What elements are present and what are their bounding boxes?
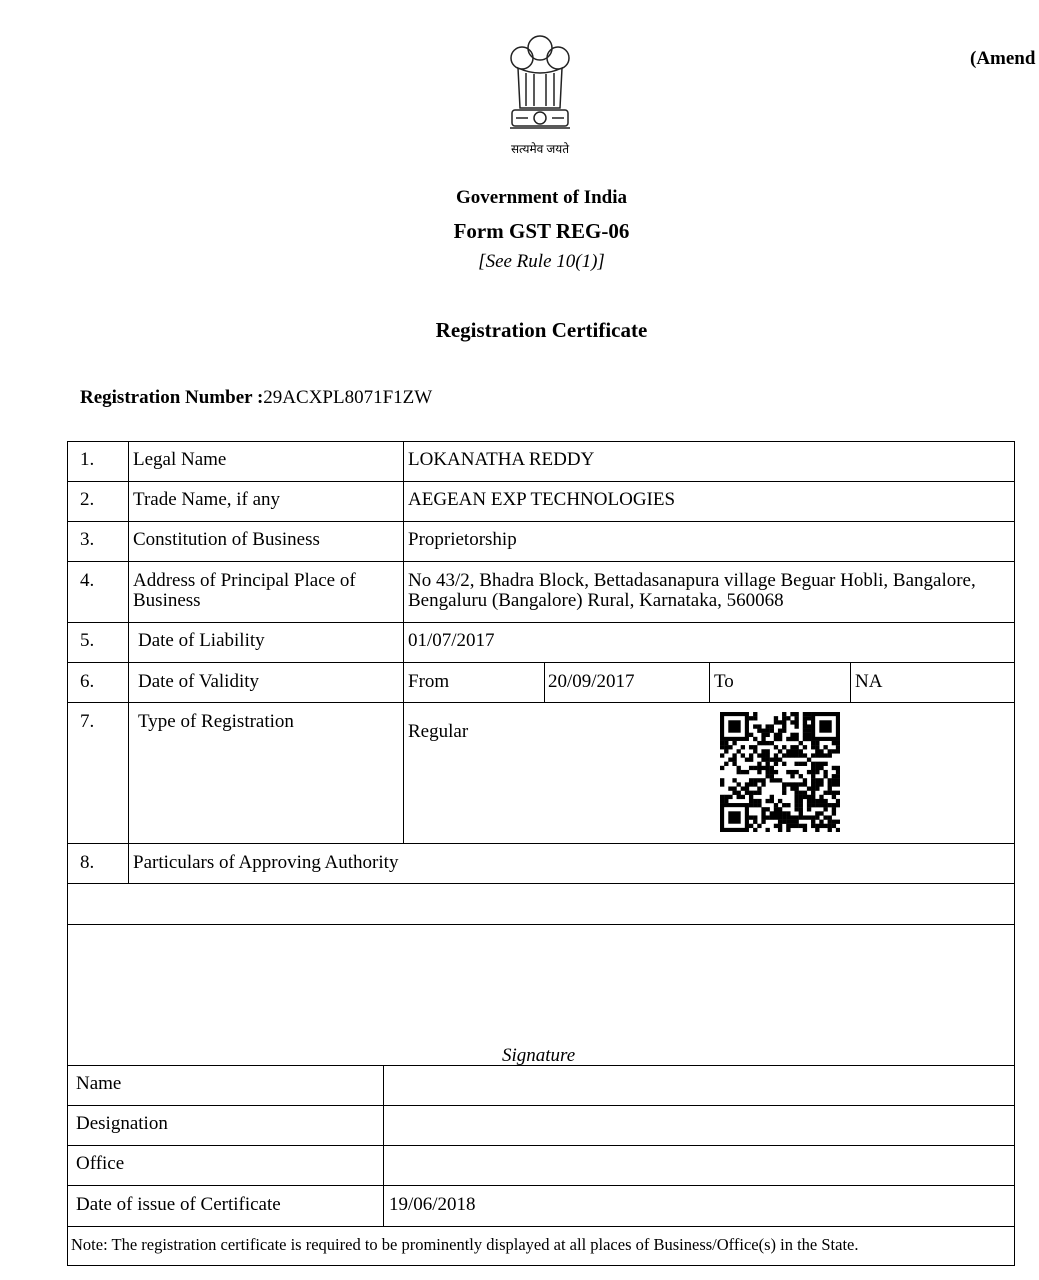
row-divider xyxy=(67,622,1015,623)
issue-date-label: Date of issue of Certificate xyxy=(76,1194,281,1215)
designation-label: Designation xyxy=(76,1113,168,1134)
row-number: 5. xyxy=(80,630,95,651)
column-divider xyxy=(709,662,710,702)
liability-date-value: 01/07/2017 xyxy=(408,630,495,651)
validity-to-value: NA xyxy=(855,671,883,692)
validity-from-value: 20/09/2017 xyxy=(548,671,635,692)
office-label: Office xyxy=(76,1153,125,1174)
trade-name-label: Trade Name, if any xyxy=(133,489,281,510)
row-number: 3. xyxy=(80,529,95,550)
approving-authority-label: Particulars of Approving Authority xyxy=(133,852,399,873)
row-divider xyxy=(67,702,1015,703)
legal-name-value: LOKANATHA REDDY xyxy=(408,449,595,470)
emblem-motto: सत्यमेव जयते xyxy=(510,142,570,156)
amendment-mark: (Amend xyxy=(970,48,1036,69)
registration-type-label: Type of Registration xyxy=(138,711,294,732)
column-divider xyxy=(850,662,851,702)
certificate-title: Registration Certificate xyxy=(435,318,648,342)
trade-name-value: AEGEAN EXP TECHNOLOGIES xyxy=(408,489,676,510)
form-heading: Form GST REG-06 xyxy=(453,219,630,243)
address-label: Address of Principal Place of Business xyxy=(133,570,356,611)
column-divider xyxy=(403,441,404,843)
constitution-label: Constitution of Business xyxy=(133,529,320,550)
liability-date-label: Date of Liability xyxy=(138,630,265,651)
row-divider xyxy=(67,924,1015,925)
row-divider xyxy=(67,662,1015,663)
row-divider xyxy=(67,883,1015,884)
registration-number xyxy=(80,387,432,409)
row-number: 7. xyxy=(80,711,95,732)
constitution-value: Proprietorship xyxy=(408,529,517,550)
registration-number-label: Registration Number : xyxy=(80,387,264,408)
row-divider xyxy=(67,521,1015,522)
rule-reference: [See Rule 10(1)] xyxy=(478,251,605,272)
row-divider xyxy=(67,1226,1015,1227)
column-divider xyxy=(128,441,129,883)
row-number: 2. xyxy=(80,489,95,510)
display-note: Note: The registration certificate is required to be prominently displayed at all places of Business/Office(s) in the State. xyxy=(71,1235,859,1254)
row-divider xyxy=(67,1105,1015,1106)
registration-type-value: Regular xyxy=(408,721,469,742)
validity-to-label: To xyxy=(714,671,734,692)
row-divider xyxy=(67,843,1015,844)
national-emblem-icon xyxy=(500,28,580,138)
row-number: 4. xyxy=(80,570,95,591)
validity-label: Date of Validity xyxy=(138,671,260,692)
row-divider xyxy=(67,1145,1015,1146)
row-divider xyxy=(67,481,1015,482)
row-divider xyxy=(67,1185,1015,1186)
address-value: No 43/2, Bhadra Block, Bettadasanapura village Beguar Hobli, Bangalore, Bengaluru (Bangalore) Rural, Karnataka, 560068 xyxy=(408,570,976,611)
row-number: 8. xyxy=(80,852,95,873)
registration-number-value: 29ACXPL8071F1ZW xyxy=(263,387,433,408)
row-number: 6. xyxy=(80,671,95,692)
name-label: Name xyxy=(76,1073,122,1094)
row-number: 1. xyxy=(80,449,95,470)
issue-date-value: 19/06/2018 xyxy=(389,1194,476,1215)
column-divider xyxy=(383,1065,384,1226)
qr-code-icon xyxy=(720,712,840,832)
government-heading: Government of India xyxy=(456,187,627,208)
legal-name-label: Legal Name xyxy=(133,449,227,470)
column-divider xyxy=(544,662,545,702)
validity-from-label: From xyxy=(408,671,450,692)
signature-label: Signature xyxy=(502,1045,576,1066)
row-divider xyxy=(67,561,1015,562)
